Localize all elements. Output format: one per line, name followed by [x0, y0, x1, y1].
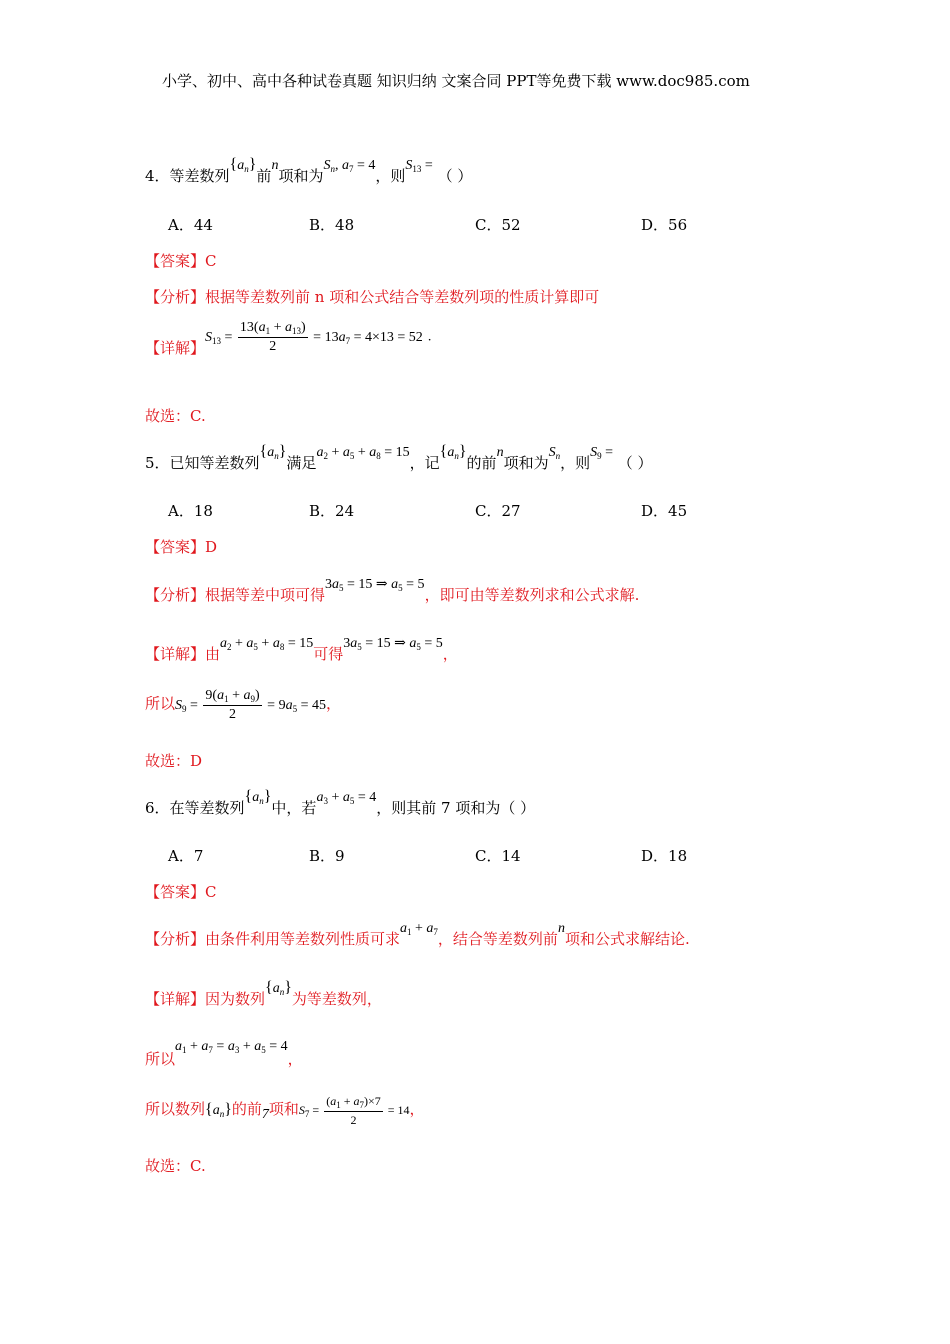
option-a[interactable]: A．7 — [168, 847, 204, 865]
detail-4: 【详解】$S_{13}$ = $\frac{13(a_1 + a_{13})}{2}$ = $13a_7 = 4\times 13 = 52$ . — [145, 320, 432, 357]
question-5: 5．已知等差数列$\{a_n\}$满足$a_2 + a_5 + a_8 = 15$，记$\{a_n\}$的前n项和为$S_n$，则$S_9$ = （ ） — [145, 443, 653, 472]
answer-label: 【答案】C — [145, 252, 217, 270]
conclusion-5: 故选：D — [145, 752, 203, 770]
math-s7: $S_7$ = $\frac{(a_1 + a_7)\times 7}{2}$ = 14 — [298, 1094, 410, 1127]
conclusion-4: 故选：C. — [145, 407, 206, 425]
math-sequence-an: $\{a_n\}$ — [229, 156, 257, 174]
math-given: $S_n$, $a_7 = 4$ — [323, 158, 376, 174]
option-b[interactable]: B．9 — [309, 847, 345, 865]
math-s13: $S_{13}$ = $\frac{13(a_1 + a_{13})}{2}$ = $13a_7 = 4\times 13 = 52$ — [205, 320, 423, 354]
analysis-6: 【分析】由条件利用等差数列性质可求$a_1 + a_7$，结合等差数列前n项和公式求解结论. — [145, 921, 690, 948]
math-condition: $a_2 + a_5 + a_8 = 15$ — [316, 445, 410, 461]
option-d[interactable]: D．18 — [641, 847, 688, 865]
math-s9: $S_9$ = $\frac{9(a_1 + a_9)}{2}$ = $9a_5 = 45$ — [175, 688, 326, 722]
option-d[interactable]: D．45 — [641, 502, 688, 520]
detail-6-sum: 所以数列$\{a_n\}$的前7项和$S_7$ = $\frac{(a_1 + a_7)\times 7}{2}$ = 14， — [145, 1094, 425, 1127]
detail-6-step: 所以$a_1 + a_7 = a_3 + a_5 = 4$， — [145, 1039, 303, 1068]
analysis-5: 【分析】根据等差中项可得$3a_5 = 15$ ⇒ $a_5 = 5$，即可由等差数列求和公式求解. — [145, 577, 640, 604]
option-b[interactable]: B．24 — [309, 502, 355, 520]
answer-label: 【答案】D — [145, 538, 218, 556]
conclusion-6: 故选：C. — [145, 1157, 206, 1175]
answer-label: 【答案】C — [145, 883, 217, 901]
page-header: 小学、初中、高中各种试卷真题 知识归纳 文案合同 PPT等免费下载 www.doc985.com — [162, 72, 750, 90]
option-d[interactable]: D．56 — [641, 216, 688, 234]
option-c[interactable]: C．27 — [475, 502, 521, 520]
detail-5: 【详解】由$a_2 + a_5 + a_8 = 15$可得$3a_5 = 15$ ⇒ $a_5 = 5$， — [145, 636, 458, 663]
option-a[interactable]: A．18 — [168, 502, 213, 520]
detail-6: 【详解】因为数列$\{a_n\}$为等差数列， — [145, 979, 382, 1008]
option-b[interactable]: B．48 — [309, 216, 355, 234]
option-c[interactable]: C．52 — [475, 216, 521, 234]
question-6: 6．在等差数列$\{a_n\}$中，若$a_3 + a_5 = 4$，则其前 7 项和为（ ） — [145, 788, 536, 817]
option-c[interactable]: C．14 — [475, 847, 521, 865]
analysis-text: 【分析】根据等差数列前 n 项和公式结合等差数列项的性质计算即可 — [145, 288, 600, 306]
detail-5-sum: 所以$S_9$ = $\frac{9(a_1 + a_9)}{2}$ = $9a_5 = 45$， — [145, 688, 341, 722]
question-4: 4．等差数列$\{a_n\}$前n项和为$S_n$, $a_7 = 4$，则$S_{13}$ = （ ） — [145, 156, 473, 185]
option-a[interactable]: A．44 — [168, 216, 213, 234]
